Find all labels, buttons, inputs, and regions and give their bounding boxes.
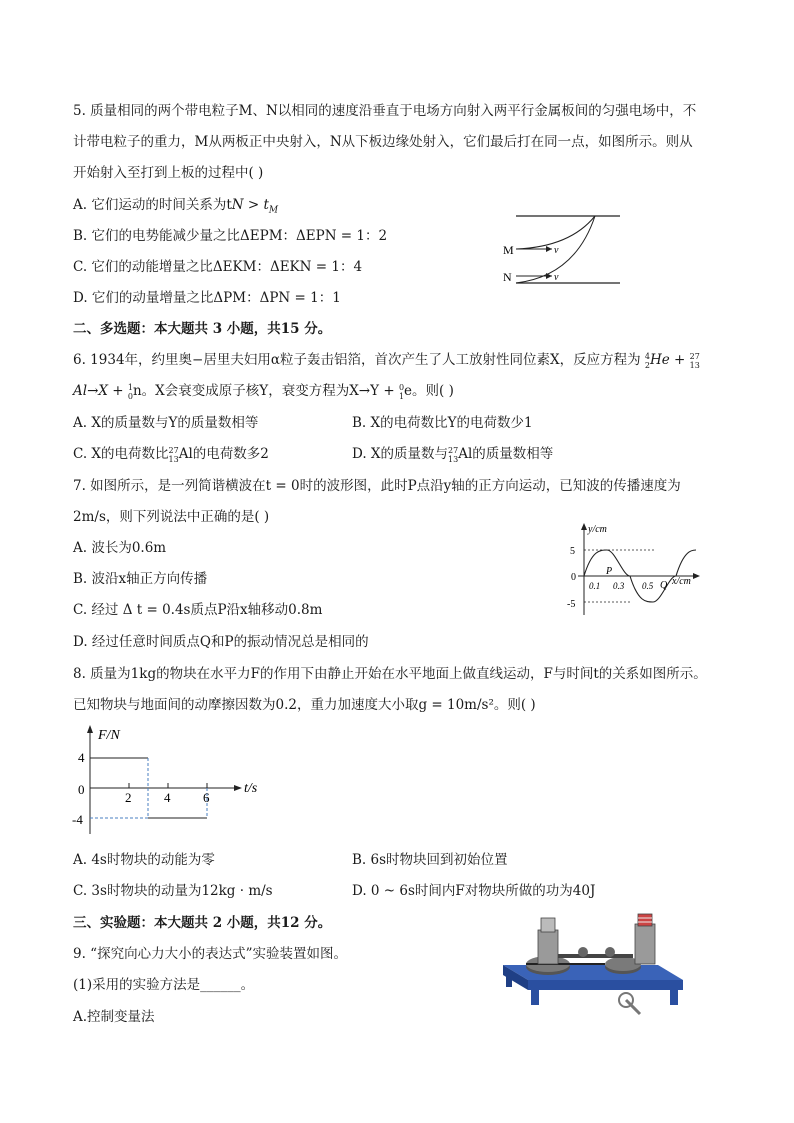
q7-option-b: B. 波沿x轴正方向传播	[73, 571, 208, 587]
q5-option-a: A. 它们运动的时间关系为tN > $t_M$	[73, 197, 279, 216]
q8-stem-line-1: 8. 质量为1kg的物块在水平力F的作用下由静止开始在水平地面上做直线运动，F与时间t的关系如图所示。	[73, 666, 707, 682]
q8-figure-x-axis-label: t/s	[244, 781, 258, 796]
q7-option-c: C. 经过 Δ t = 0.4s质点P沿x轴移动0.8m	[73, 602, 323, 618]
section-2-heading: 二、多选题：本大题共 3 小题，共15 分。	[73, 321, 332, 337]
q7-figure-y-tick-neg5: -5	[567, 599, 576, 610]
q6-option-d: D. X的质量数与 27 13 Al的质量数相等	[352, 445, 554, 464]
q7-option-d: D. 经过任意时间质点Q和P的振动情况总是相同的	[73, 634, 369, 650]
q5-figure-label-m: M	[503, 243, 514, 257]
q5-option-d	[73, 288, 341, 308]
q6-stem-line-2: Al→X + 1 0 n。X会衰变成原子核Y，衰变方程为X→Y + 0 1 e。则( )	[73, 382, 454, 401]
q8-figure-force-time	[70, 720, 270, 840]
q6-option-c: C. X的电荷数比 27 13 Al的电荷数多2	[73, 445, 269, 464]
q8-stem-line-2: 已知物块与地面间的动摩擦因数为0.2，重力加速度大小取g = 10m/s²。则( )	[73, 697, 536, 713]
q7-figure-x-tick-0-5: 0.5	[642, 581, 654, 591]
q8-option-a: A. 4s时物块的动能为零	[73, 852, 215, 868]
q8-figure-y-tick-4: 4	[78, 750, 85, 765]
q8-option-c: C. 3s时物块的动量为12kg · m/s	[73, 883, 273, 899]
q6-option-b: B. X的电荷数比Y的电荷数少1	[352, 415, 533, 431]
q8-option-b: B. 6s时物块回到初始位置	[352, 852, 508, 868]
q5-option-d-math: M：ΔPN = 1：1	[232, 290, 341, 306]
section-3-heading: 三、实验题：本大题共 2 小题，共12 分。	[73, 915, 332, 931]
q6-stem-line-1: 6. 1934年，约里奥−居里夫妇用α粒子轰击铝箔，首次产生了人工放射性同位素X，反应方程为 4 2 He + 27 13	[73, 351, 700, 370]
q5-figure-label-v2: v	[554, 272, 559, 283]
q7-figure-x-tick-0-1: 0.1	[589, 581, 601, 591]
q8-figure-y-axis-label: F/N	[98, 728, 120, 743]
q5-figure-label-n: N	[503, 270, 512, 284]
q9-stem-line-2: (1)采用的实验方法是______。	[73, 977, 255, 993]
q7-figure-y-tick-5: 5	[570, 546, 575, 557]
q7-stem-line-2: 2m/s，则下列说法中正确的是( )	[73, 509, 270, 525]
q8-option-d: D. 0 ~ 6s时间内F对物块所做的功为40J	[352, 883, 596, 899]
q7-figure-wave	[560, 520, 710, 620]
q7-figure-y-axis-label: y/cm	[588, 524, 607, 535]
q8-figure-x-tick-6: 6	[203, 790, 210, 805]
q5-option-b-math: PM：ΔEPN = 1：2	[259, 228, 388, 244]
q9-option-a: A.控制变量法	[73, 1009, 155, 1025]
q7-figure-x-tick-0-3: 0.3	[613, 581, 625, 591]
q5-figure-parallel-plates	[500, 210, 630, 290]
q5-option-d-text: D. 它们的动量增量之比ΔP	[73, 290, 233, 306]
q8-figure-x-tick-4: 4	[164, 790, 171, 805]
q5-option-c-math: KM：ΔEKN = 1：4	[232, 259, 363, 275]
q7-figure-x-axis-label: x/cm	[672, 576, 691, 587]
q8-figure-x-tick-2: 2	[125, 790, 132, 805]
q9-stem-line-1: 9. “探究向心力大小的表达式”实验装置如图。	[73, 946, 347, 962]
q5-figure-label-v1: v	[554, 245, 559, 256]
q7-figure-point-q: Q	[660, 580, 668, 591]
q6-option-a: A. X的质量数与Y的质量数相等	[73, 415, 259, 431]
q5-option-c	[73, 257, 362, 277]
q8-figure-y-tick-neg4: -4	[72, 812, 83, 827]
q6-isotope-he: 4 2	[644, 351, 650, 370]
q6-isotope-e: 0 1	[398, 382, 405, 401]
q5-option-b	[73, 226, 387, 246]
q7-figure-point-p: P	[606, 566, 613, 577]
q5-option-c-text: C. 它们的动能增量之比ΔE	[73, 259, 233, 275]
q5-option-a-text: A. 它们运动的时间关系为t	[73, 197, 232, 213]
q8-figure-y-tick-0: 0	[78, 782, 85, 797]
q5-option-a-math: N > t	[231, 197, 269, 213]
q5-stem-line-1: 5. 质量相同的两个带电粒子M、N以相同的速度沿垂直于电场方向射入两平行金属板间的匀强电场中，不	[73, 103, 697, 119]
q7-option-a: A. 波长为0.6m	[73, 540, 167, 556]
q6-stem-line-1-text: 6. 1934年，约里奥−居里夫妇用α粒子轰击铝箔，首次产生了人工放射性同位素X，反应方程为	[73, 352, 641, 368]
q9-figure-centripetal-apparatus	[498, 910, 688, 1025]
q5-stem-line-3: 开始射入至打到上板的过程中( )	[73, 165, 264, 181]
q5-option-b-text: B. 它们的电势能减少量之比ΔE	[73, 228, 260, 244]
q6-isotope-al: 27 13	[689, 351, 700, 370]
q6-isotope-n: 1 0	[127, 382, 133, 401]
q5-stem-line-2: 计带电粒子的重力，M从两板正中央射入，N从下板边缘处射入，它们最后打在同一点，如图所示。则从	[73, 134, 693, 150]
q7-figure-y-tick-0: 0	[571, 572, 576, 583]
q7-stem-line-1: 7. 如图所示，是一列简谐横波在t = 0时的波形图，此时P点沿y轴的正方向运动，已知波的传播速度为	[73, 478, 681, 494]
